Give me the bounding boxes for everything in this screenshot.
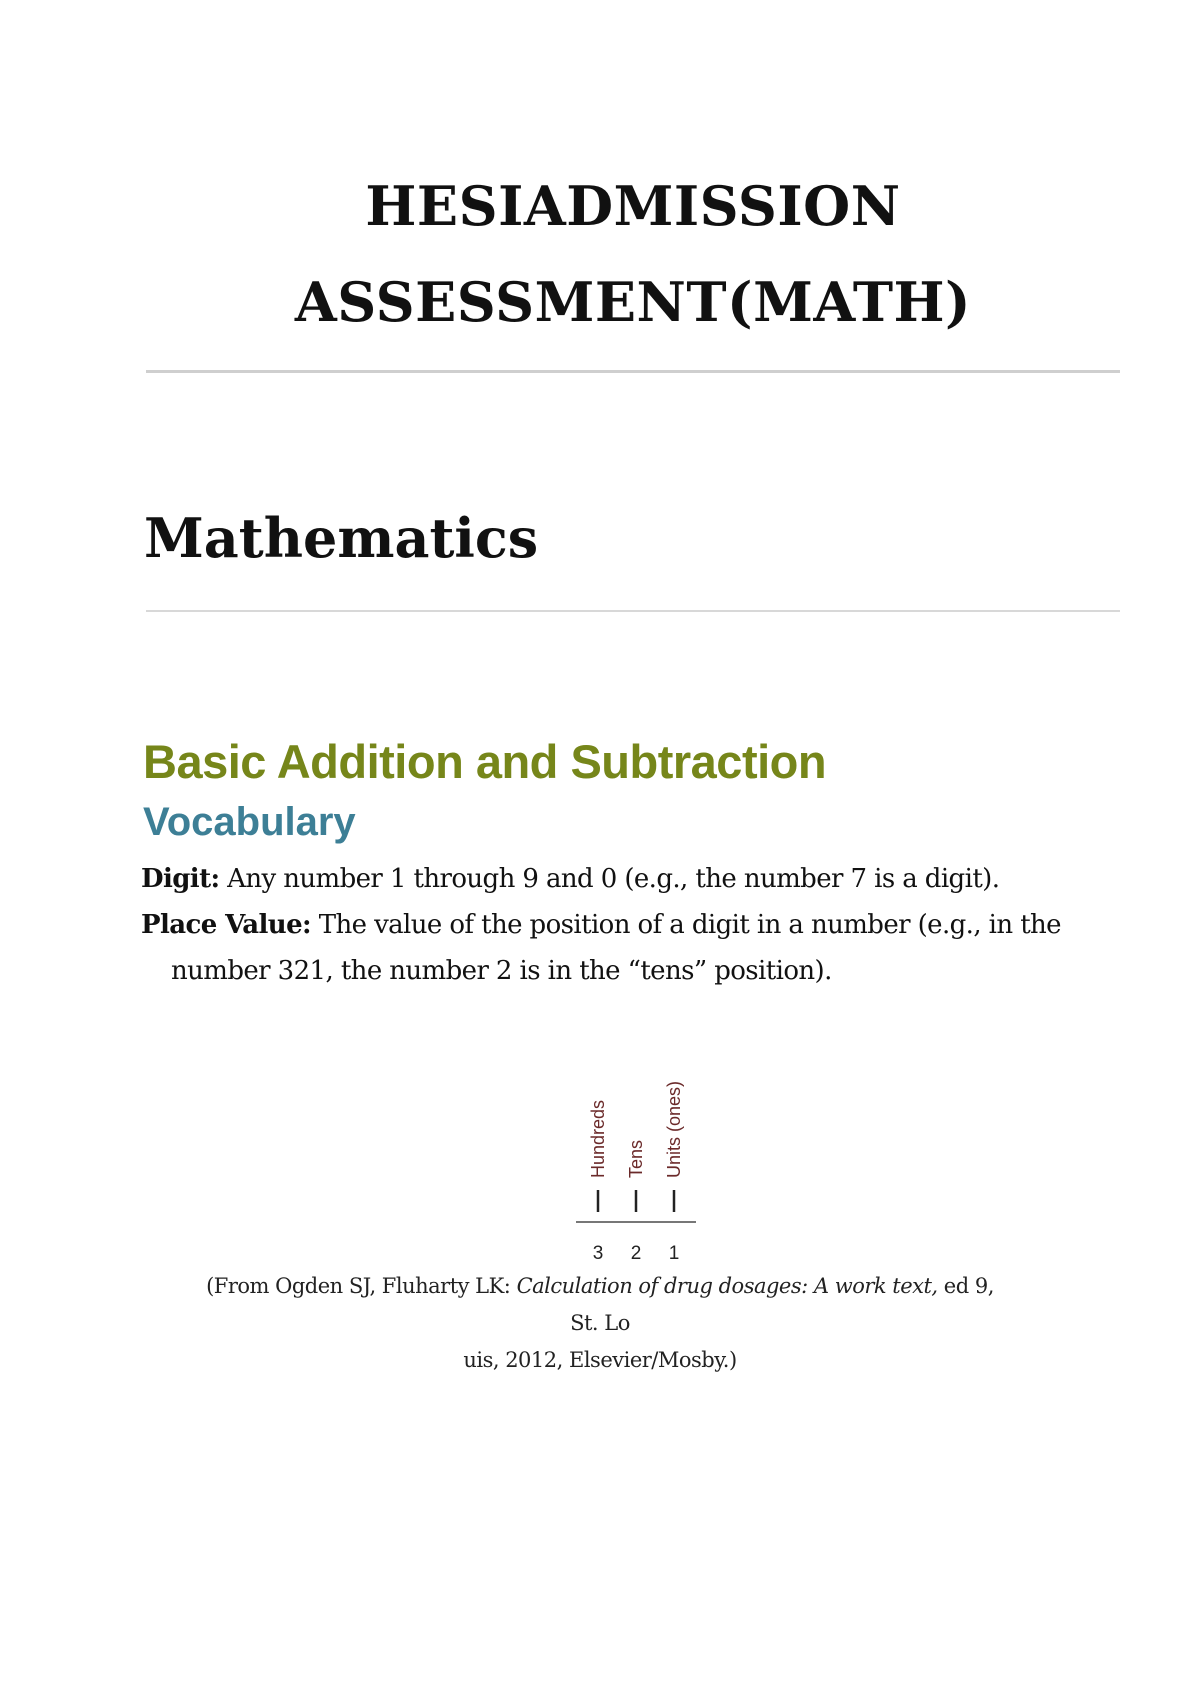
- diagram-digit-3: 3: [592, 1243, 604, 1264]
- diagram-label-tens: Tens: [626, 1139, 646, 1178]
- section-divider: [146, 610, 1120, 612]
- document-title: [146, 158, 1120, 350]
- definition-item: [141, 902, 1101, 994]
- diagram-digit-2: 2: [630, 1243, 642, 1264]
- definition-term: Place Value:: [141, 910, 312, 940]
- place-value-diagram: [560, 1040, 720, 1270]
- diagram-digit-1: 1: [668, 1243, 680, 1264]
- figure-caption: [200, 1268, 1000, 1379]
- caption-line-2: uis, 2012, Elsevier/Mosby.): [463, 1348, 737, 1372]
- caption-prefix: (From Ogden SJ, Fluharty LK:: [206, 1274, 517, 1298]
- definitions-list: [141, 856, 1101, 994]
- definition-text: Any number 1 through 9 and 0 (e.g., the number 7 is a digit).: [219, 864, 1000, 894]
- caption-line-1: [200, 1268, 1000, 1342]
- place-value-svg: [560, 1040, 720, 1270]
- vocabulary-heading: Vocabulary: [143, 800, 356, 844]
- caption-book-title: Calculation of drug dosages: A work text,: [516, 1274, 938, 1298]
- definition-item: [141, 856, 1101, 902]
- title-divider: [146, 370, 1120, 373]
- diagram-label-units: Units (ones): [664, 1080, 684, 1178]
- title-line-2: ASSESSMENT(MATH): [294, 270, 972, 334]
- diagram-label-hundreds: Hundreds: [588, 1099, 608, 1178]
- definition-text: The value of the position of a digit in a number (e.g., in the number 321, the number 2 is in the “tens” position).: [171, 910, 1061, 986]
- title-line-1: HESIADMISSION: [365, 174, 901, 238]
- definition-term: Digit:: [141, 864, 220, 894]
- caption-suffix: ed 9, St. Lo: [570, 1274, 994, 1335]
- topic-heading: Basic Addition and Subtraction: [143, 735, 827, 788]
- section-heading: Mathematics: [144, 506, 539, 570]
